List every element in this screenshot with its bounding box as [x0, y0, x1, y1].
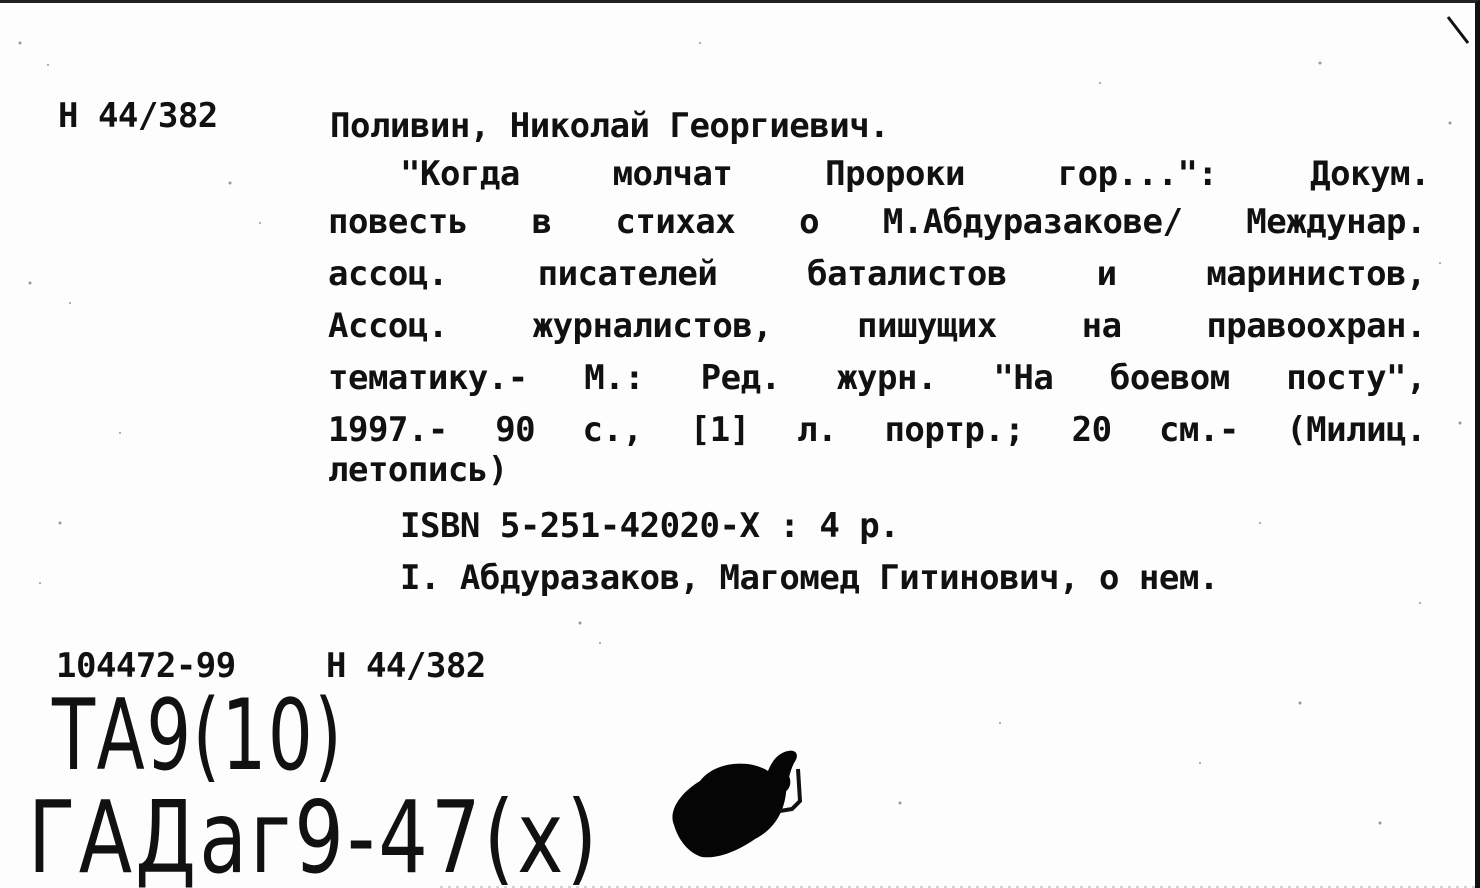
- isbn-line: ISBN 5-251-42020-X : 4 р.: [400, 506, 900, 546]
- body-line-4: Ассоц. журналистов, пишущих на правоохран.: [328, 306, 1426, 346]
- title-line-1-text: "Когда молчат Пророки гор...": Докум.: [400, 154, 1430, 194]
- subject-entry: I. Абдуразаков, Магомед Гитинович, о нем.: [400, 558, 1219, 598]
- handwritten-line-1: ТА9(10): [52, 679, 344, 793]
- shelf-mark-bottom: Н 44/382: [326, 646, 486, 686]
- handwritten-line-2: ГАДаг9-47(х): [28, 779, 601, 888]
- body-line-3: ассоц. писателей баталистов и маринистов,: [328, 254, 1426, 294]
- body-line-7: летопись): [328, 450, 508, 490]
- author-heading: Поливин, Николай Георгиевич.: [330, 106, 890, 146]
- body-line-2: повесть в стихах о М.Абдуразакове/ Междунар.: [328, 202, 1426, 242]
- paper-specks: [0, 3, 1480, 888]
- body-line-5: тематику.- М.: Ред. журн. "На боевом посту",: [328, 358, 1426, 398]
- body-line-6: 1997.- 90 с., [1] л. портр.; 20 см.- (Милиц.: [328, 410, 1426, 450]
- inventory-number: 104472-99: [56, 646, 236, 686]
- shelf-mark: Н 44/382: [58, 96, 218, 136]
